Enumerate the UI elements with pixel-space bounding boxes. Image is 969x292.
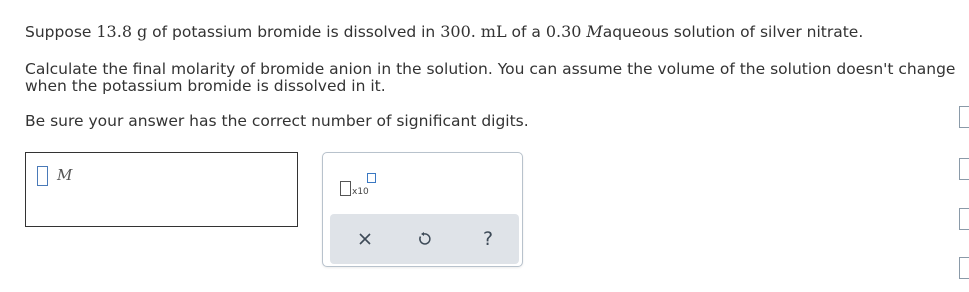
clear-button[interactable] <box>345 214 385 264</box>
periodic-table-icon[interactable] <box>959 158 969 180</box>
x10-button[interactable] <box>338 167 378 197</box>
conc-value: 0.30 <box>545 22 582 41</box>
intro-a: Suppose <box>25 23 92 41</box>
x10-label: x10 <box>352 187 369 197</box>
math-tool-panel <box>322 152 523 267</box>
calculator-icon[interactable] <box>959 106 969 128</box>
x10-exponent-box <box>367 173 376 183</box>
help-icon: ? <box>482 228 494 250</box>
volume-unit: mL <box>480 22 507 41</box>
question-intro <box>25 23 863 41</box>
x10-base-box <box>340 181 351 196</box>
volume-value: 300. <box>440 22 476 41</box>
reference-icon[interactable] <box>959 208 969 230</box>
task-line-1: Calculate the final molarity of bromide anion in the solution. You can assume the volume of the solution doesn't change <box>25 60 956 78</box>
mass-value: 13.8 <box>96 22 132 41</box>
undo-icon <box>416 231 432 247</box>
action-bar <box>330 214 519 264</box>
sig-fig-note: Be sure your answer has the correct number of significant digits. <box>25 112 529 130</box>
undo-button[interactable] <box>404 214 444 264</box>
task-line-2: when the potassium bromide is dissolved in it. <box>25 77 386 95</box>
answer-cursor-field[interactable] <box>37 166 48 186</box>
mass-unit: g <box>136 22 148 41</box>
intro-d: aqueous solution of silver nitrate. <box>602 23 864 41</box>
answer-unit-label: M <box>57 166 73 184</box>
help-button[interactable] <box>468 214 508 264</box>
answer-input[interactable] <box>25 152 298 227</box>
data-icon[interactable] <box>959 257 969 279</box>
close-icon <box>358 232 372 246</box>
intro-c: of a <box>511 23 541 41</box>
intro-b: of potassium bromide is dissolved in <box>152 23 436 41</box>
conc-unit: M <box>586 22 603 41</box>
